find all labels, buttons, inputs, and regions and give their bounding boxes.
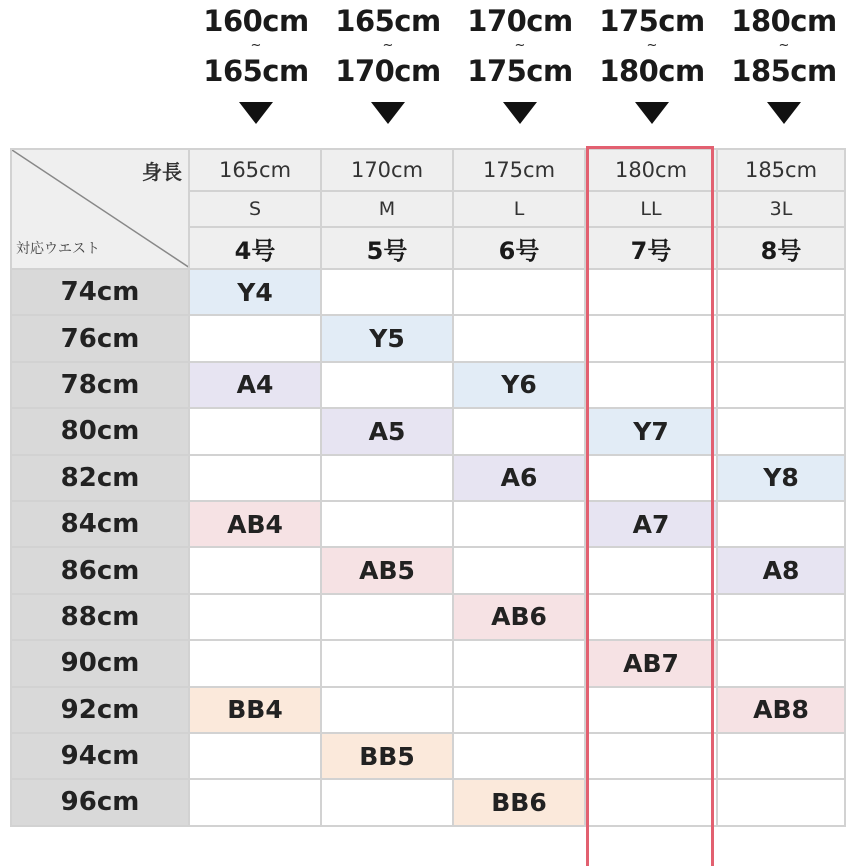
waist-cell: 78cm xyxy=(11,362,189,408)
size-code-cell: AB8 xyxy=(717,687,845,733)
size-header: L xyxy=(453,191,585,227)
size-code-cell: AB6 xyxy=(453,594,585,640)
size-code-cell xyxy=(321,362,453,408)
range-from: 160cm xyxy=(203,4,309,38)
size-code-cell xyxy=(717,640,845,686)
size-code-cell xyxy=(453,269,585,315)
size-code-cell xyxy=(189,779,321,825)
size-code-cell xyxy=(189,733,321,779)
size-code-cell: A6 xyxy=(453,455,585,501)
down-arrow-icon xyxy=(371,102,405,124)
size-code-cell xyxy=(453,547,585,593)
size-code-cell xyxy=(321,269,453,315)
size-code-cell xyxy=(453,733,585,779)
size-code-cell: AB7 xyxy=(585,640,717,686)
size-code-cell xyxy=(717,733,845,779)
size-code-cell: Y6 xyxy=(453,362,585,408)
waist-cell: 76cm xyxy=(11,315,189,361)
size-header: 3L xyxy=(717,191,845,227)
size-code-cell xyxy=(321,455,453,501)
height-header-row xyxy=(11,149,845,191)
size-code-cell xyxy=(717,594,845,640)
down-arrow-icon xyxy=(635,102,669,124)
range-from: 165cm xyxy=(335,4,441,38)
table-row xyxy=(11,594,845,640)
size-code-cell xyxy=(321,687,453,733)
number-header: 8号 xyxy=(717,227,845,269)
table-row xyxy=(11,779,845,825)
height-header: 185cm xyxy=(717,149,845,191)
range-separator: ~ xyxy=(382,38,394,53)
size-header: S xyxy=(189,191,321,227)
waist-cell: 82cm xyxy=(11,455,189,501)
table-row xyxy=(11,315,845,361)
size-code-cell xyxy=(189,640,321,686)
down-arrow-icon xyxy=(239,102,273,124)
table-row xyxy=(11,733,845,779)
waist-cell: 74cm xyxy=(11,269,189,315)
size-code-cell: A8 xyxy=(717,547,845,593)
size-code-cell: BB6 xyxy=(453,779,585,825)
range-to: 175cm xyxy=(467,54,573,88)
size-code-cell: Y8 xyxy=(717,455,845,501)
size-code-cell xyxy=(453,640,585,686)
size-code-cell xyxy=(717,269,845,315)
number-header: 5号 xyxy=(321,227,453,269)
waist-cell: 92cm xyxy=(11,687,189,733)
size-code-cell: Y7 xyxy=(585,408,717,454)
size-code-cell xyxy=(189,455,321,501)
down-arrow-icon xyxy=(503,102,537,124)
height-ranges xyxy=(190,0,850,145)
size-code-cell: BB5 xyxy=(321,733,453,779)
range-separator: ~ xyxy=(514,38,526,53)
table-row xyxy=(11,501,845,547)
size-code-cell xyxy=(717,779,845,825)
size-code-cell xyxy=(189,594,321,640)
size-code-cell xyxy=(453,687,585,733)
waist-cell: 96cm xyxy=(11,779,189,825)
size-code-cell xyxy=(321,640,453,686)
waist-cell: 94cm xyxy=(11,733,189,779)
range-separator: ~ xyxy=(646,38,658,53)
size-code-cell xyxy=(189,547,321,593)
number-header: 7号 xyxy=(585,227,717,269)
height-header: 180cm xyxy=(585,149,717,191)
corner-waist-label: 対応ウエスト xyxy=(16,241,100,257)
size-code-cell: A7 xyxy=(585,501,717,547)
table-row xyxy=(11,362,845,408)
range-to: 180cm xyxy=(599,54,705,88)
table-row xyxy=(11,687,845,733)
size-code-cell xyxy=(321,501,453,547)
corner-height-label: 身長 xyxy=(142,160,182,184)
size-code-cell: A4 xyxy=(189,362,321,408)
height-range xyxy=(586,4,718,124)
number-header: 4号 xyxy=(189,227,321,269)
size-code-cell xyxy=(585,547,717,593)
size-code-cell xyxy=(585,362,717,408)
size-header: M xyxy=(321,191,453,227)
height-header: 175cm xyxy=(453,149,585,191)
size-header: LL xyxy=(585,191,717,227)
size-code-cell xyxy=(585,269,717,315)
size-code-cell xyxy=(585,455,717,501)
table-row xyxy=(11,640,845,686)
height-range xyxy=(454,4,586,124)
range-to: 170cm xyxy=(335,54,441,88)
height-header: 170cm xyxy=(321,149,453,191)
size-code-cell: AB4 xyxy=(189,501,321,547)
waist-cell: 84cm xyxy=(11,501,189,547)
size-code-cell xyxy=(717,362,845,408)
number-header: 6号 xyxy=(453,227,585,269)
height-header: 165cm xyxy=(189,149,321,191)
height-range xyxy=(718,4,850,124)
size-code-cell xyxy=(717,501,845,547)
range-separator: ~ xyxy=(778,38,790,53)
size-code-cell xyxy=(585,594,717,640)
size-code-cell xyxy=(585,687,717,733)
size-code-cell: BB4 xyxy=(189,687,321,733)
waist-cell: 80cm xyxy=(11,408,189,454)
table-row xyxy=(11,547,845,593)
range-from: 170cm xyxy=(467,4,573,38)
size-code-cell xyxy=(585,779,717,825)
range-from: 175cm xyxy=(599,4,705,38)
size-code-cell xyxy=(189,408,321,454)
table-row xyxy=(11,269,845,315)
size-code-cell xyxy=(453,501,585,547)
waist-cell: 88cm xyxy=(11,594,189,640)
size-code-cell xyxy=(717,408,845,454)
size-code-cell: A5 xyxy=(321,408,453,454)
down-arrow-icon xyxy=(767,102,801,124)
table-row xyxy=(11,408,845,454)
range-from: 180cm xyxy=(731,4,837,38)
corner-cell xyxy=(11,149,189,269)
table-row xyxy=(11,455,845,501)
size-code-cell xyxy=(717,315,845,361)
height-range xyxy=(322,4,454,124)
size-code-cell xyxy=(585,315,717,361)
waist-cell: 90cm xyxy=(11,640,189,686)
range-separator: ~ xyxy=(250,38,262,53)
size-code-cell xyxy=(321,594,453,640)
size-code-cell xyxy=(585,733,717,779)
size-table xyxy=(10,148,846,827)
size-code-cell: AB5 xyxy=(321,547,453,593)
height-range xyxy=(190,4,322,124)
size-code-cell xyxy=(453,408,585,454)
size-code-cell: Y4 xyxy=(189,269,321,315)
size-code-cell xyxy=(321,779,453,825)
range-to: 185cm xyxy=(731,54,837,88)
range-to: 165cm xyxy=(203,54,309,88)
size-code-cell xyxy=(189,315,321,361)
waist-cell: 86cm xyxy=(11,547,189,593)
size-code-cell: Y5 xyxy=(321,315,453,361)
size-code-cell xyxy=(453,315,585,361)
